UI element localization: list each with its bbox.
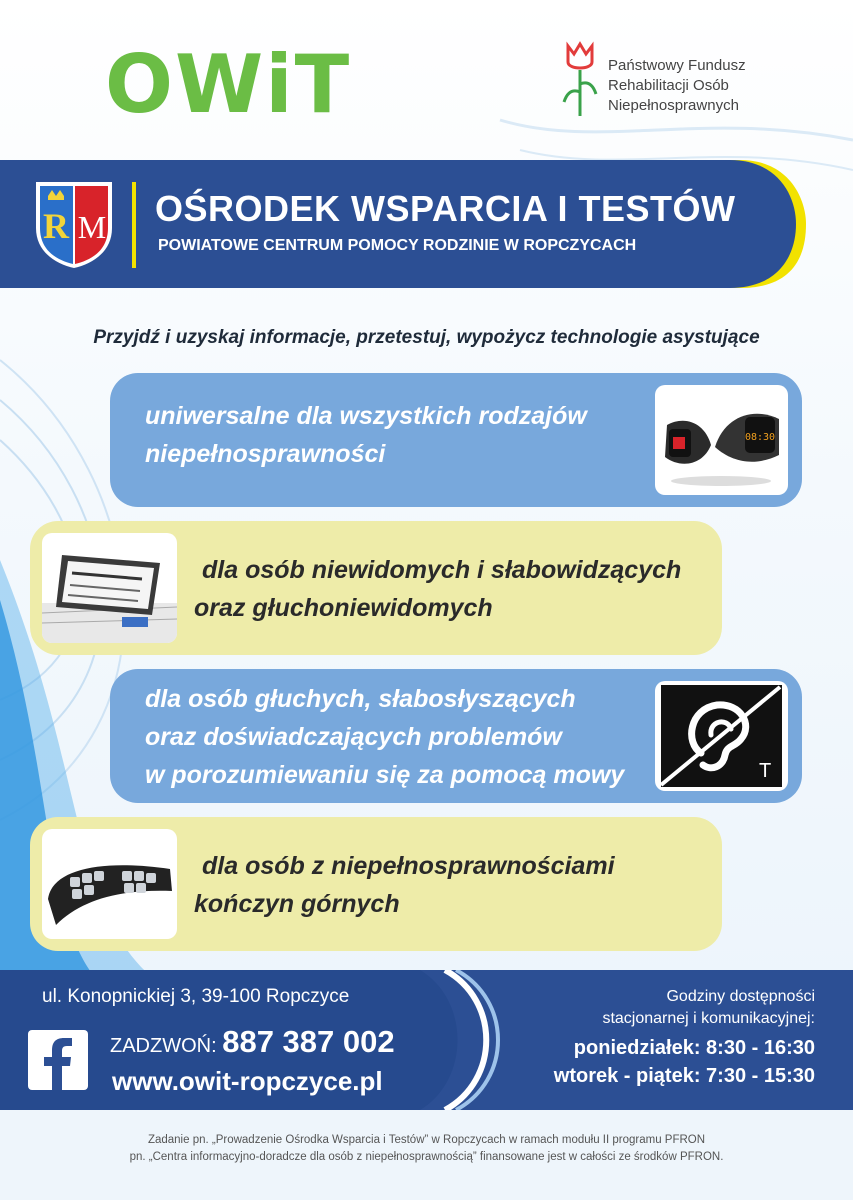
- pfron-line-1: Państwowy Fundusz: [608, 57, 746, 74]
- smartband-image: [655, 385, 788, 495]
- tulip-icon: [560, 40, 600, 120]
- card-line: dla osób głuchych, słabosłyszących: [145, 685, 576, 713]
- video-magnifier-image: [42, 533, 177, 643]
- hours-monday: poniedziałek: 8:30 - 16:30: [573, 1037, 815, 1059]
- page-subtitle: POWIATOWE CENTRUM POMOCY RODZINIE W ROPCZYCACH: [158, 237, 637, 254]
- ropczyce-crest-icon: [34, 180, 114, 268]
- card-limbs: [30, 817, 722, 951]
- owit-logo-text: OWiT: [105, 38, 352, 131]
- phone-number[interactable]: 887 387 002: [222, 1024, 395, 1059]
- hearing-loop-letter: T: [759, 760, 772, 782]
- card-hearing-text: [145, 680, 624, 794]
- card-line: oraz doświadczających problemów: [145, 723, 562, 751]
- website-link[interactable]: www.owit-ropczyce.pl: [112, 1066, 383, 1096]
- funding-note-line-1: Zadanie pn. „Prowadzenie Ośrodka Wsparcia i Testów” w Ropczycach w ramach modułu II programu PFRON: [147, 1134, 706, 1146]
- card-line: w porozumiewaniu się za pomocą mowy: [145, 761, 625, 789]
- phone-label: ZADZWOŃ:: [110, 1035, 223, 1057]
- intro-text: Przyjdź i uzyskaj informacje, przetestuj, wypożycz technologie asystujące: [93, 327, 760, 348]
- card-vision: [30, 521, 722, 655]
- opening-hours: [554, 986, 815, 1090]
- card-line: uniwersalne dla wszystkich rodzajów: [145, 402, 587, 430]
- address: ul. Konopnickiej 3, 39-100 Ropczyce: [42, 986, 350, 1007]
- hours-title-2: stacjonarnej i komunikacyjnej:: [602, 1010, 815, 1027]
- crest-letter-m: M: [77, 209, 107, 245]
- card-hearing: [110, 669, 802, 803]
- watch-time: 08:30: [744, 432, 776, 443]
- funding-note: [0, 1132, 853, 1166]
- ergonomic-keyboard-image: [42, 829, 177, 939]
- funding-note-line-2: pn. „Centra informacyjno-doradcze dla osób z niepełnosprawnością” finansowane jest w całości ze środków PFRON.: [129, 1151, 724, 1163]
- card-limbs-text: [194, 847, 615, 923]
- owit-logo: [105, 38, 352, 131]
- phone-contact[interactable]: [110, 1024, 395, 1060]
- card-line: oraz głuchoniewidomych: [194, 594, 493, 622]
- pfron-logo: [560, 40, 820, 125]
- card-universal: [110, 373, 802, 507]
- hearing-loop-icon: [655, 681, 788, 791]
- facebook-icon[interactable]: [28, 1030, 88, 1090]
- card-line: kończyn górnych: [194, 890, 400, 918]
- crest-letter-r: R: [43, 206, 69, 246]
- hours-tue-fri: wtorek - piątek: 7:30 - 15:30: [553, 1065, 815, 1087]
- banner-divider: [132, 182, 136, 268]
- card-line: dla osób niewidomych i słabowidzących: [202, 556, 682, 584]
- hours-title-1: Godziny dostępności: [666, 988, 815, 1005]
- card-line: niepełnosprawności: [145, 440, 386, 468]
- pfron-line-3: Niepełnosprawnych: [608, 97, 739, 114]
- pfron-line-2: Rehabilitacji Osób: [608, 77, 729, 94]
- card-line: dla osób z niepełnosprawnościami: [202, 852, 615, 880]
- card-universal-text: [145, 397, 587, 473]
- card-vision-text: [194, 551, 682, 627]
- pfron-name: [608, 56, 746, 116]
- page-title: OŚRODEK WSPARCIA I TESTÓW: [155, 188, 736, 229]
